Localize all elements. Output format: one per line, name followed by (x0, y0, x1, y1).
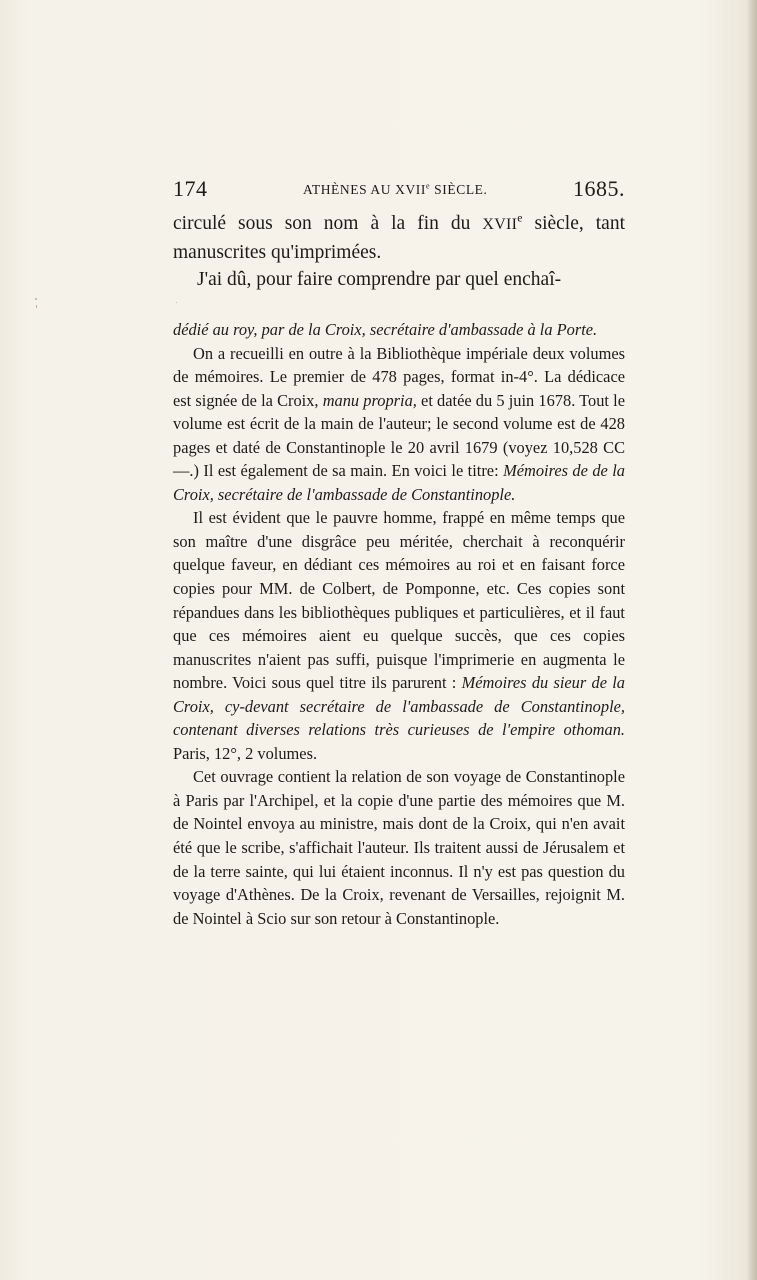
page-number: 174 (173, 176, 208, 201)
paper-speck (176, 302, 177, 303)
main-text (173, 210, 625, 294)
page-edge-shadow (747, 0, 757, 1280)
note-paragraph-2: On a recueilli en outre à la Bibliothèque impériale deux volumes de mémoires. Le premier de 478 pages, format in-4°. La dédicace est signée de la Croix, manu propria, et datée du 5 juin 1678. Tout le volume est écrit de la main de l'auteur; le second volume est de 428 pages et daté de Constantinople le 20 avril 1679 (voyez 10,528 CC —.) Il est également de sa main. En voici le titre: Mémoires de de la Croix, secrétaire de l'ambassade de Constantinople. (173, 343, 625, 504)
main-paragraph-1: circulé sous son nom à la fin du XVIIe siècle, tant manuscrites qu'imprimées. (173, 211, 625, 263)
footnote-text (173, 318, 625, 930)
note-paragraph-1: dédié au roy, par de la Croix, secrétaire d'ambassade à la Porte. (173, 320, 598, 339)
running-header (173, 176, 625, 206)
paper-speck (35, 298, 37, 300)
running-title: ATHÈNES AU XVIIe SIÈCLE. (303, 181, 488, 197)
note-paragraph-4: Cet ouvrage contient la relation de son voyage de Constantinople à Paris par l'Archipel, et la copie d'une partie des mémoires que M. de Nointel envoya au ministre, mais dont de la Croix, qui n'en avait été que le scribe, s'affichait l'auteur. Ils traitent aussi de Jérusalem et de la terre sainte, qui lui étaient inconnus. Il n'y est pas question du voyage d'Athènes. De la Croix, revenant de Versailles, rejoignit M. de Nointel à Scio sur son retour à Constantinople. (173, 767, 625, 928)
header-year: 1685. (573, 176, 625, 201)
paper-speck (36, 305, 37, 308)
note-paragraph-3: Il est évident que le pauvre homme, frappé en même temps que son maître d'une disgrâce peu méritée, cherchait à reconquérir quelque faveur, en dédiant ces mémoires au roi et en faisant force copies pour MM. de Colbert, de Pomponne, etc. Ces copies sont répandues dans les bibliothèques publiques et particulières, et il faut que ces mémoires aient eu quelque succès, que ces copies manuscrites n'aient pas suffi, puisque l'imprimerie en augmenta le nombre. Voici sous quel titre ils parurent : Mémoires du sieur de la Croix, cy-devant secrétaire de l'ambassade de Constantinople, contenant diverses relations très curieuses de l'empire othoman. Paris, 12°, 2 volumes. (173, 508, 625, 763)
main-paragraph-2: J'ai dû, pour faire comprendre par quel enchaî- (197, 269, 562, 290)
